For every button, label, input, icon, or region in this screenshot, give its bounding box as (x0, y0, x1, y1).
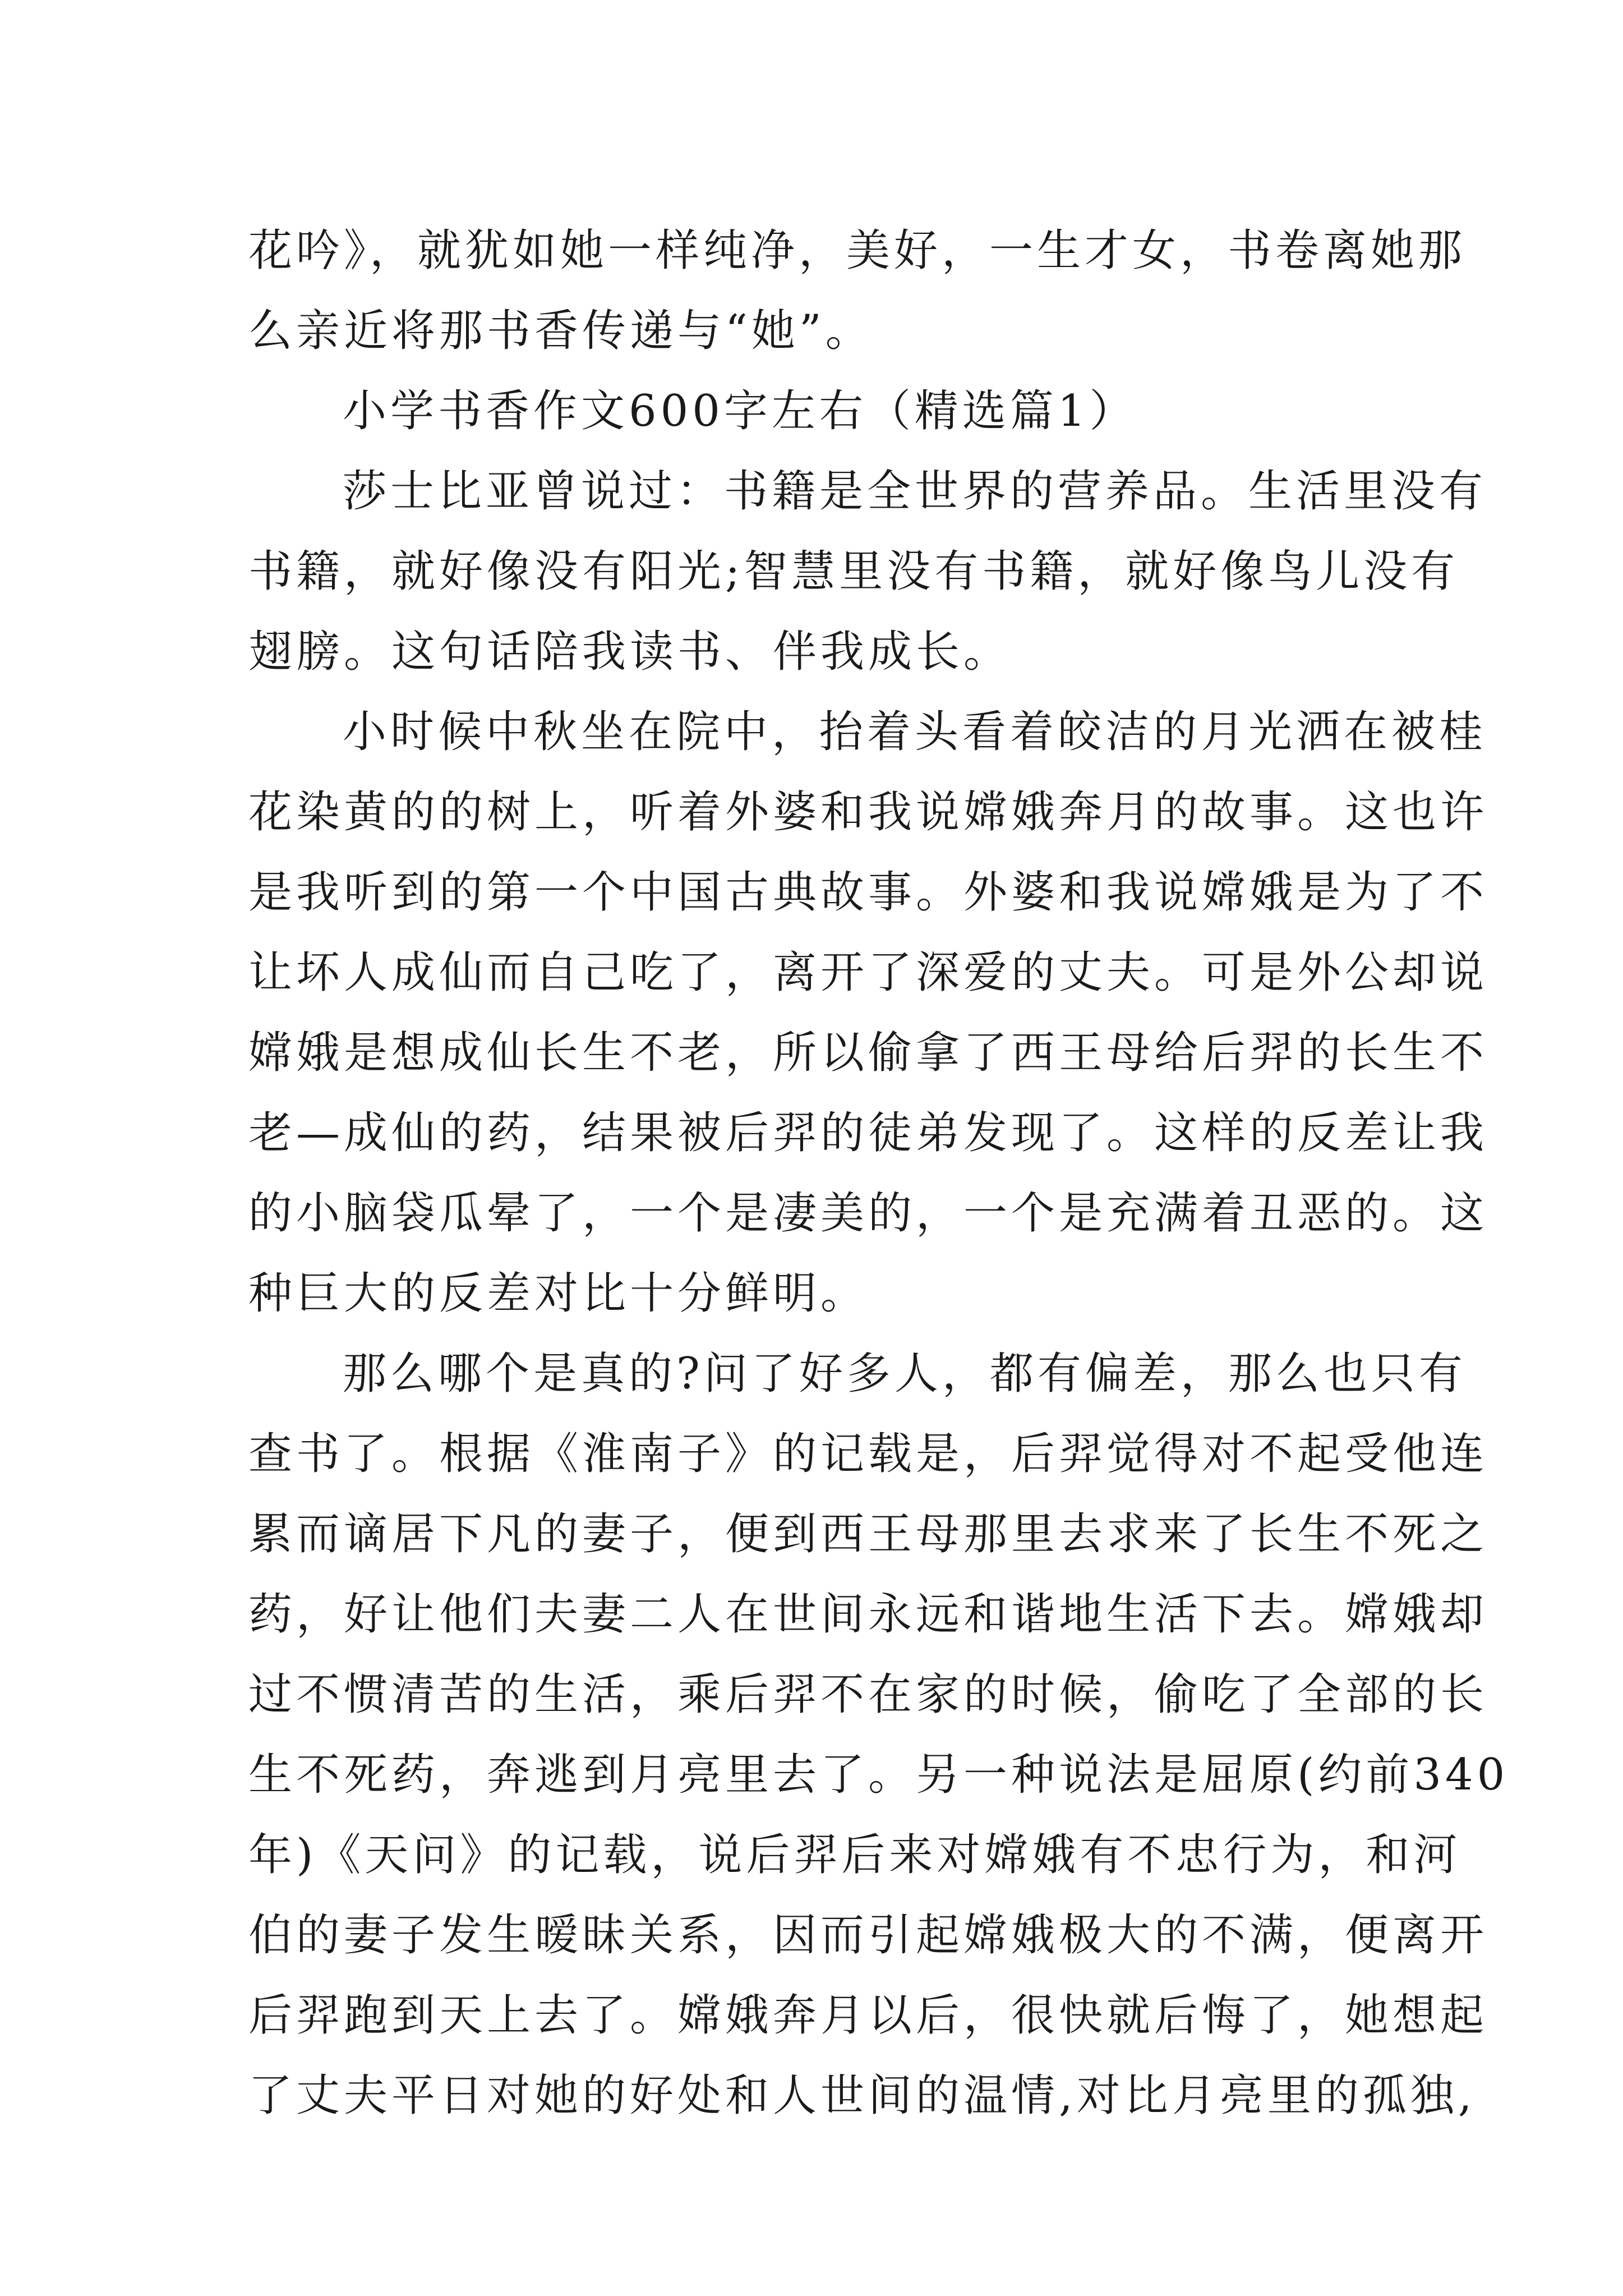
text-line: 那么哪个是真的?问了好多人，都有偏差，那么也只有 (343, 1349, 1467, 1399)
text-line: 老—成仙的药，结果被后羿的徒弟发现了。这样的反差让我 (248, 1108, 1488, 1158)
text-line: 了丈夫平日对她的好处和人世间的温情,对比月亮里的孤独, (248, 2070, 1476, 2121)
text-line: 花染黄的的树上，听着外婆和我说嫦娥奔月的故事。这也许 (248, 787, 1488, 838)
text-line: 是我听到的第一个中国古典故事。外婆和我说嫦娥是为了不 (248, 867, 1488, 918)
text-line: 过不惯清苦的生活，乘后羿不在家的时候，偷吃了全部的长 (248, 1669, 1488, 1720)
body-text (248, 211, 1509, 2136)
text-line: 莎士比亚曾说过：书籍是全世界的营养品。生活里没有 (343, 466, 1487, 517)
text-line: 翅膀。这句话陪我读书、伴我成长。 (248, 627, 1012, 677)
text-line: 药，好让他们夫妻二人在世间永远和谐地生活下去。嫦娥却 (248, 1589, 1488, 1640)
text-line: 生不死药，奔逃到月亮里去了。另一种说法是屈原(约前340 (248, 1750, 1509, 1800)
text-line: 让坏人成仙而自己吃了，离开了深爱的丈夫。可是外公却说 (248, 947, 1488, 998)
text-line: 后羿跑到天上去了。嫦娥奔月以后，很快就后悔了，她想起 (248, 1990, 1488, 2041)
text-line: 伯的妻子发生暧昧关系，因而引起嫦娥极大的不满，便离开 (248, 1910, 1488, 1961)
text-line: 累而谪居下凡的妻子，便到西王母那里去求来了长生不死之 (248, 1509, 1488, 1559)
text-line: 花吟》，就犹如她一样纯净，美好，一生才女，书卷离她那 (248, 226, 1467, 276)
text-line: 种巨大的反差对比十分鲜明。 (248, 1268, 869, 1319)
text-line: 的小脑袋瓜晕了，一个是凄美的，一个是充满着丑恶的。这 (248, 1188, 1488, 1239)
text-line: 查书了。根据《淮南子》的记载是，后羿觉得对不起受他连 (248, 1429, 1488, 1479)
text-line: 书籍，就好像没有阳光;智慧里没有书籍，就好像鸟儿没有 (248, 546, 1459, 597)
text-line: 年)《天问》的记载，说后羿后来对嫦娥有不忠行为，和河 (248, 1830, 1461, 1880)
text-line: 么亲近将那书香传递与“她”。 (248, 306, 873, 356)
text-line: 嫦娥是想成仙长生不老，所以偷拿了西王母给后羿的长生不 (248, 1028, 1488, 1078)
section-heading: 小学书香作文600字左右（精选篇1） (343, 386, 1137, 436)
text-line: 小时候中秋坐在院中，抬着头看着皎洁的月光洒在被桂 (343, 707, 1487, 757)
